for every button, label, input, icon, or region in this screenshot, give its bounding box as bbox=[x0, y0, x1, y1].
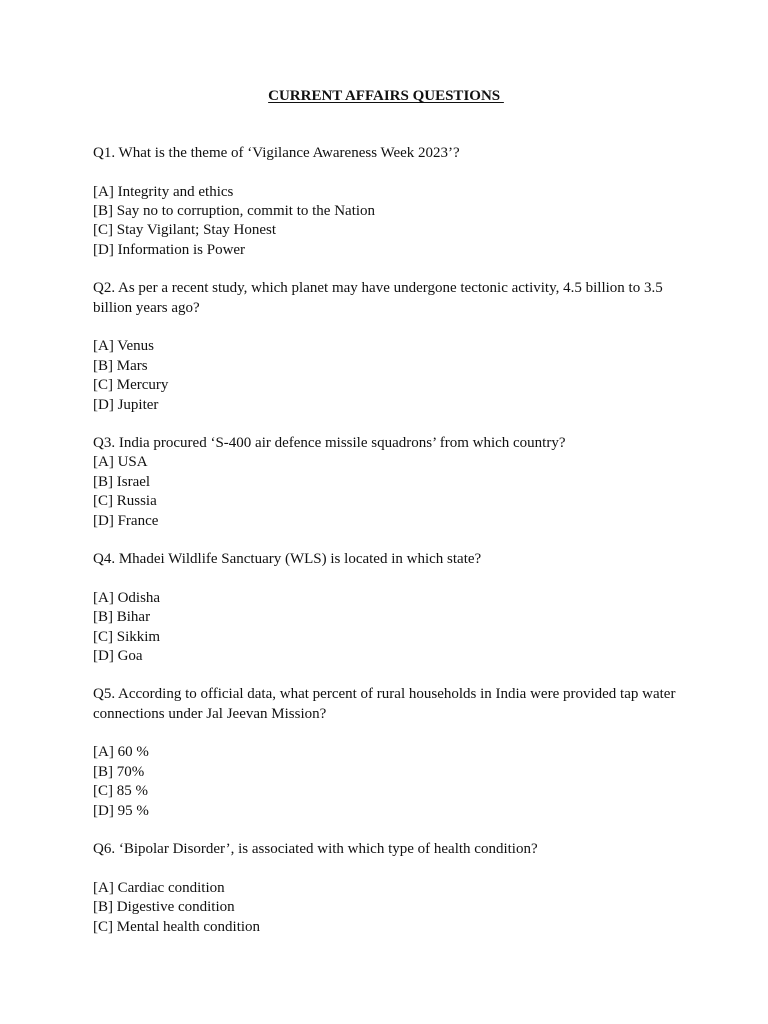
option-item: [B] 70% bbox=[93, 763, 145, 780]
option-item: [C] Stay Vigilant; Stay Honest bbox=[93, 222, 276, 239]
option-item: [A] Integrity and ethics bbox=[93, 183, 234, 200]
option-item: [B] Digestive condition bbox=[93, 899, 235, 916]
option-item: [B] Say no to corruption, commit to the Nation bbox=[93, 203, 376, 219]
option-item: [A] Cardiac condition bbox=[93, 879, 225, 896]
option-item: [C] Mercury bbox=[93, 377, 169, 394]
question-block-q1 bbox=[93, 144, 683, 260]
option-item: [C] 85 % bbox=[93, 783, 148, 800]
option-item: [A] Odisha bbox=[93, 589, 161, 606]
question-block-q4 bbox=[93, 550, 683, 666]
page-title: CURRENT AFFAIRS QUESTIONS bbox=[268, 88, 504, 104]
question-text: Q6. ‘Bipolar Disorder’, is associated with which type of health condition? bbox=[93, 841, 538, 858]
question-block-q2 bbox=[93, 279, 683, 415]
option-item: [D] France bbox=[93, 512, 159, 529]
option-item: [D] Jupiter bbox=[93, 396, 159, 413]
question-block-q3 bbox=[93, 434, 683, 531]
option-item: [C] Sikkim bbox=[93, 628, 161, 645]
option-item: [D] Information is Power bbox=[93, 241, 246, 258]
option-item: [A] Venus bbox=[93, 338, 154, 355]
question-text: Q3. India procured ‘S-400 air defence missile squadrons’ from which country? bbox=[93, 435, 566, 452]
question-text: Q5. According to official data, what percent of rural households in India were provided tap water connections under Jal Jeevan Mission? bbox=[93, 686, 676, 722]
question-block-q5 bbox=[93, 685, 683, 821]
question-text: Q4. Mhadei Wildlife Sanctuary (WLS) is located in which state? bbox=[93, 551, 482, 568]
option-item: [A] USA bbox=[93, 454, 148, 471]
question-block-q6 bbox=[93, 840, 683, 937]
question-list bbox=[93, 144, 683, 937]
option-item: [A] 60 % bbox=[93, 744, 149, 761]
option-item: [B] Bihar bbox=[93, 609, 151, 626]
question-text: Q2. As per a recent study, which planet may have undergone tectonic activity, 4.5 billion to 3.5 billion years ago? bbox=[93, 280, 663, 316]
option-item: [C] Russia bbox=[93, 493, 157, 510]
question-text: Q1. What is the theme of ‘Vigilance Awareness Week 2023’? bbox=[93, 145, 460, 161]
option-item: [B] Israel bbox=[93, 473, 151, 490]
option-item: [D] 95 % bbox=[93, 802, 149, 819]
option-item: [C] Mental health condition bbox=[93, 918, 261, 935]
option-item: [D] Goa bbox=[93, 647, 143, 664]
option-item: [B] Mars bbox=[93, 357, 148, 374]
